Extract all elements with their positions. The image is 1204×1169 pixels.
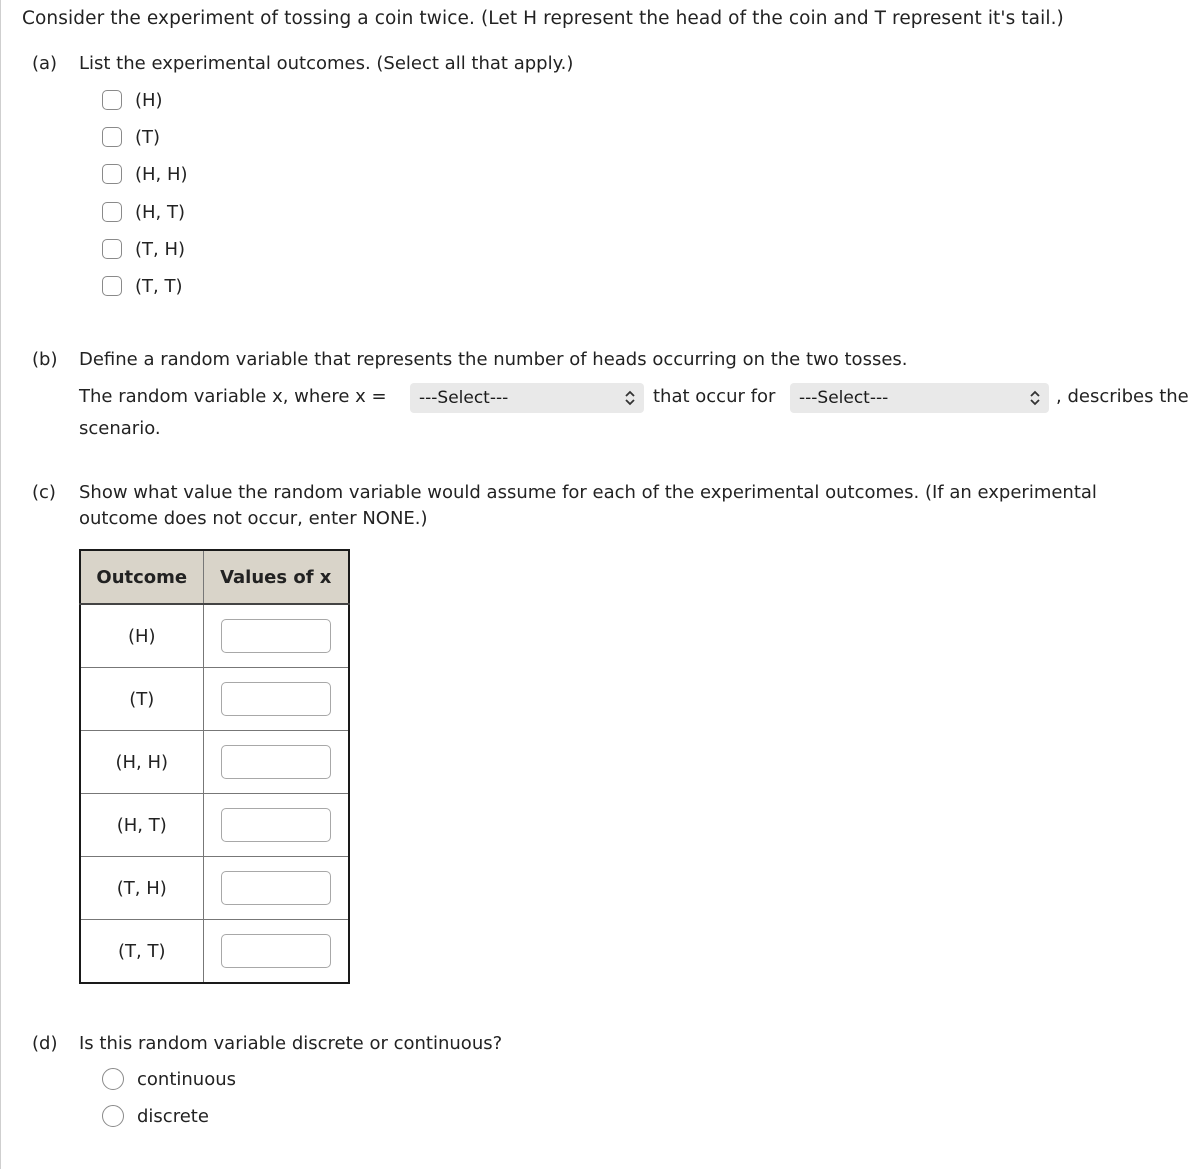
checkbox[interactable] (102, 239, 122, 259)
select-value: ---Select--- (799, 388, 889, 408)
table-row (80, 668, 349, 731)
values-column-header: Values of x (203, 550, 349, 604)
radio-button[interactable] (102, 1105, 124, 1127)
outcome-cell: (H, H) (80, 731, 203, 794)
part-c-label: (c) (32, 482, 56, 503)
value-cell (203, 731, 349, 794)
value-input[interactable] (221, 682, 331, 716)
value-cell (203, 604, 349, 668)
part-c-prompt-line2: outcome does not occur, enter NONE.) (79, 508, 428, 529)
chevron-up-down-icon (624, 388, 636, 408)
value-input[interactable] (221, 808, 331, 842)
table-row (80, 604, 349, 668)
part-d-prompt: Is this random variable discrete or continuous? (79, 1033, 503, 1054)
part-a-prompt: List the experimental outcomes. (Select all that apply.) (79, 53, 574, 74)
table-row (80, 857, 349, 920)
part-d-label: (d) (32, 1033, 58, 1054)
value-input[interactable] (221, 745, 331, 779)
value-cell (203, 920, 349, 984)
option-label: (H) (135, 89, 163, 111)
part-b-label: (b) (32, 349, 58, 370)
checkbox[interactable] (102, 276, 122, 296)
select-value: ---Select--- (419, 388, 509, 408)
occurrence-select[interactable] (790, 383, 1049, 413)
outcome-option-ht[interactable] (102, 199, 185, 225)
left-border (0, 0, 1, 1169)
outcome-option-th[interactable] (102, 236, 185, 262)
outcome-cell: (H, T) (80, 794, 203, 857)
outcome-option-t[interactable] (102, 124, 160, 150)
option-label: (H, H) (135, 163, 188, 185)
checkbox[interactable] (102, 90, 122, 110)
outcome-cell: (T) (80, 668, 203, 731)
checkbox[interactable] (102, 164, 122, 184)
outcome-option-tt[interactable] (102, 273, 182, 299)
outcome-cell: (T, H) (80, 857, 203, 920)
table-row (80, 731, 349, 794)
radio-button[interactable] (102, 1068, 124, 1090)
problem-intro: Consider the experiment of tossing a coin twice. (Let H represent the head of the coin and T represent it's tail.) (22, 8, 1064, 29)
part-a-label: (a) (32, 53, 58, 74)
option-label: (T) (135, 126, 161, 148)
radio-option-continuous[interactable] (102, 1066, 236, 1092)
checkbox[interactable] (102, 202, 122, 222)
option-label: (T, H) (135, 238, 186, 260)
value-cell (203, 857, 349, 920)
value-input[interactable] (221, 934, 331, 968)
option-label: (T, T) (135, 275, 183, 297)
table-row (80, 920, 349, 984)
sentence-wrap: scenario. (79, 418, 161, 439)
value-input[interactable] (221, 871, 331, 905)
sentence-end: , describes the (1056, 386, 1189, 407)
value-cell (203, 668, 349, 731)
part-c-prompt-line1: Show what value the random variable would assume for each of the experimental outcomes. (If an experimental (79, 482, 1097, 503)
sentence-middle: that occur for (653, 386, 776, 407)
outcome-cell: (T, T) (80, 920, 203, 984)
chevron-up-down-icon (1029, 388, 1041, 408)
outcome-values-table (79, 549, 350, 984)
value-cell (203, 794, 349, 857)
outcome-option-hh[interactable] (102, 161, 188, 187)
random-variable-select[interactable] (410, 383, 644, 413)
table-header-row (80, 550, 349, 604)
radio-option-discrete[interactable] (102, 1103, 209, 1129)
option-label: discrete (137, 1105, 209, 1127)
table-row (80, 794, 349, 857)
checkbox[interactable] (102, 127, 122, 147)
part-b-prompt: Define a random variable that represents the number of heads occurring on the two tosses. (79, 349, 908, 370)
value-input[interactable] (221, 619, 331, 653)
option-label: (H, T) (135, 201, 186, 223)
sentence-start: The random variable x, where x = (79, 386, 387, 407)
outcome-column-header: Outcome (80, 550, 203, 604)
option-label: continuous (137, 1068, 236, 1090)
outcome-cell: (H) (80, 604, 203, 668)
outcome-option-h[interactable] (102, 87, 163, 113)
